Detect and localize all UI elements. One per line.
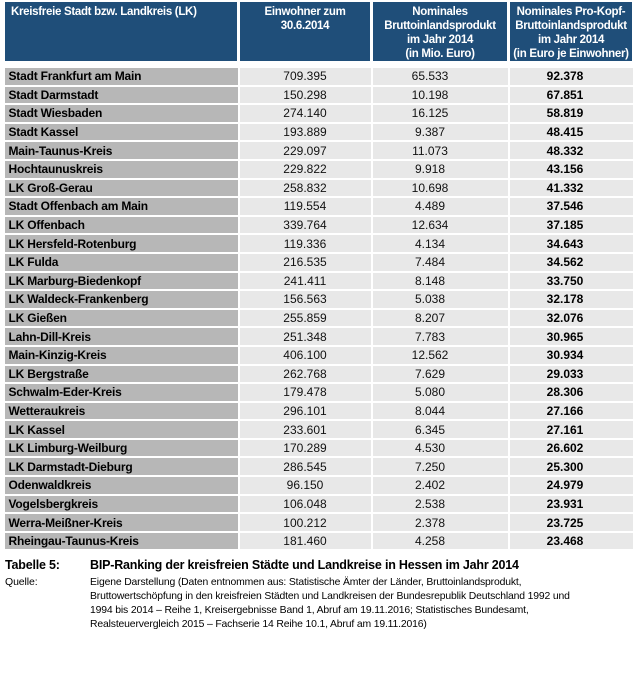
source-label: Quelle: xyxy=(5,576,38,589)
bip-pro-kopf-cell: 27.161 xyxy=(509,420,634,439)
source-line: 1994 bis 2014 – Reihe 1, Kreisergebnisse Band 1, Abruf am 19.11.2016; Statistisches Bundesamt, xyxy=(90,605,529,617)
table-row xyxy=(4,65,634,86)
region-name-cell: LK Darmstadt-Dieburg xyxy=(4,457,239,476)
einwohner-cell: 709.395 xyxy=(239,65,372,86)
einwohner-cell: 100.212 xyxy=(239,513,372,532)
bip-pro-kopf-cell: 41.332 xyxy=(509,179,634,198)
region-name-cell: LK Fulda xyxy=(4,253,239,272)
bip-cell: 10.698 xyxy=(372,179,509,198)
einwohner-cell: 106.048 xyxy=(239,495,372,514)
table-row xyxy=(4,532,634,551)
header-bip-pro-kopf-line1: Nominales Pro-Kopf- xyxy=(516,6,626,18)
bip-cell: 2.378 xyxy=(372,513,509,532)
table-row xyxy=(4,272,634,291)
table-row xyxy=(4,513,634,532)
header-bip-line4: (in Mio. Euro) xyxy=(405,48,475,60)
table-row xyxy=(4,402,634,421)
bip-pro-kopf-cell: 25.300 xyxy=(509,457,634,476)
bip-pro-kopf-cell: 32.076 xyxy=(509,309,634,328)
header-bip-pro-kopf xyxy=(509,2,634,65)
einwohner-cell: 150.298 xyxy=(239,86,372,105)
table-row xyxy=(4,327,634,346)
bip-pro-kopf-cell: 48.415 xyxy=(509,123,634,142)
bip-pro-kopf-cell: 37.546 xyxy=(509,197,634,216)
table-row xyxy=(4,253,634,272)
bip-pro-kopf-cell: 34.562 xyxy=(509,253,634,272)
bip-pro-kopf-cell: 34.643 xyxy=(509,234,634,253)
bip-pro-kopf-cell: 37.185 xyxy=(509,216,634,235)
table-row xyxy=(4,86,634,105)
bip-cell: 8.207 xyxy=(372,309,509,328)
table-number-label: Tabelle 5: xyxy=(5,558,60,573)
bip-pro-kopf-cell: 30.934 xyxy=(509,346,634,365)
bip-cell: 2.538 xyxy=(372,495,509,514)
einwohner-cell: 119.336 xyxy=(239,234,372,253)
einwohner-cell: 156.563 xyxy=(239,290,372,309)
table-row xyxy=(4,216,634,235)
bip-pro-kopf-cell: 26.602 xyxy=(509,439,634,458)
header-bip-pro-kopf-line3: im Jahr 2014 xyxy=(537,34,605,46)
region-name-cell: Vogelsbergkreis xyxy=(4,495,239,514)
table-body xyxy=(4,65,634,551)
bip-cell: 16.125 xyxy=(372,104,509,123)
bip-pro-kopf-cell: 23.931 xyxy=(509,495,634,514)
table-row xyxy=(4,141,634,160)
einwohner-cell: 258.832 xyxy=(239,179,372,198)
table-header-row xyxy=(4,2,634,65)
region-name-cell: Stadt Darmstadt xyxy=(4,86,239,105)
region-name-cell: LK Bergstraße xyxy=(4,365,239,384)
bip-pro-kopf-cell: 43.156 xyxy=(509,160,634,179)
einwohner-cell: 241.411 xyxy=(239,272,372,291)
einwohner-cell: 181.460 xyxy=(239,532,372,551)
table-row xyxy=(4,309,634,328)
region-name-cell: Stadt Kassel xyxy=(4,123,239,142)
table-row xyxy=(4,476,634,495)
bip-cell: 7.629 xyxy=(372,365,509,384)
header-bip-line1: Nominales xyxy=(412,6,468,18)
einwohner-cell: 216.535 xyxy=(239,253,372,272)
bip-cell: 5.080 xyxy=(372,383,509,402)
region-name-cell: Stadt Offenbach am Main xyxy=(4,197,239,216)
region-name-cell: Stadt Wiesbaden xyxy=(4,104,239,123)
bip-cell: 7.250 xyxy=(372,457,509,476)
region-name-cell: LK Groß-Gerau xyxy=(4,179,239,198)
header-bip-line2: Bruttoinlandsprodukt xyxy=(384,20,496,32)
table-row xyxy=(4,104,634,123)
einwohner-cell: 233.601 xyxy=(239,420,372,439)
bip-cell: 9.387 xyxy=(372,123,509,142)
einwohner-cell: 296.101 xyxy=(239,402,372,421)
bip-cell: 9.918 xyxy=(372,160,509,179)
bip-pro-kopf-cell: 48.332 xyxy=(509,141,634,160)
table-row xyxy=(4,290,634,309)
bip-cell: 4.530 xyxy=(372,439,509,458)
einwohner-cell: 229.097 xyxy=(239,141,372,160)
region-name-cell: LK Hersfeld-Rotenburg xyxy=(4,234,239,253)
bip-pro-kopf-cell: 28.306 xyxy=(509,383,634,402)
source-line: Bruttowertschöpfung in den kreisfreien Städten und Landkreisen der Bundesrepublik Deutschland 1992 und xyxy=(90,591,570,603)
einwohner-cell: 96.150 xyxy=(239,476,372,495)
table-row xyxy=(4,365,634,384)
bip-cell: 4.258 xyxy=(372,532,509,551)
bip-cell: 10.198 xyxy=(372,86,509,105)
bip-ranking-table xyxy=(2,2,634,551)
table-row xyxy=(4,123,634,142)
einwohner-cell: 170.289 xyxy=(239,439,372,458)
bip-cell: 4.134 xyxy=(372,234,509,253)
table-row xyxy=(4,160,634,179)
header-einwohner-line2: 30.6.2014 xyxy=(280,20,330,32)
table-row xyxy=(4,179,634,198)
bip-cell: 2.402 xyxy=(372,476,509,495)
table-row xyxy=(4,346,634,365)
table-footer xyxy=(2,558,632,632)
header-einwohner-line1: Einwohner zum xyxy=(264,6,346,18)
header-einwohner xyxy=(239,2,372,65)
bip-cell: 12.634 xyxy=(372,216,509,235)
region-name-cell: Werra-Meißner-Kreis xyxy=(4,513,239,532)
einwohner-cell: 179.478 xyxy=(239,383,372,402)
region-name-cell: Main-Taunus-Kreis xyxy=(4,141,239,160)
bip-pro-kopf-cell: 58.819 xyxy=(509,104,634,123)
einwohner-cell: 262.768 xyxy=(239,365,372,384)
einwohner-cell: 193.889 xyxy=(239,123,372,142)
region-name-cell: Schwalm-Eder-Kreis xyxy=(4,383,239,402)
header-region-line: Kreisfreie Stadt bzw. Landkreis (LK) xyxy=(11,6,197,18)
bip-pro-kopf-cell: 67.851 xyxy=(509,86,634,105)
bip-cell: 12.562 xyxy=(372,346,509,365)
region-name-cell: LK Kassel xyxy=(4,420,239,439)
region-name-cell: Rheingau-Taunus-Kreis xyxy=(4,532,239,551)
region-name-cell: Main-Kinzig-Kreis xyxy=(4,346,239,365)
region-name-cell: LK Waldeck-Frankenberg xyxy=(4,290,239,309)
caption-row xyxy=(5,558,632,572)
table-row xyxy=(4,234,634,253)
region-name-cell: Hochtaunuskreis xyxy=(4,160,239,179)
table-row xyxy=(4,420,634,439)
region-name-cell: Wetteraukreis xyxy=(4,402,239,421)
table-row xyxy=(4,439,634,458)
einwohner-cell: 119.554 xyxy=(239,197,372,216)
table-row xyxy=(4,383,634,402)
region-name-cell: Lahn-Dill-Kreis xyxy=(4,327,239,346)
region-name-cell: LK Marburg-Biedenkopf xyxy=(4,272,239,291)
bip-pro-kopf-cell: 30.965 xyxy=(509,327,634,346)
bip-pro-kopf-cell: 29.033 xyxy=(509,365,634,384)
table-row xyxy=(4,495,634,514)
bip-cell: 7.484 xyxy=(372,253,509,272)
header-region xyxy=(4,2,239,65)
source-line: Realsteuervergleich 2015 – Fachserie 14 Reihe 10.1, Abruf am 19.11.2016) xyxy=(90,619,427,631)
bip-cell: 11.073 xyxy=(372,141,509,160)
bip-cell: 5.038 xyxy=(372,290,509,309)
header-bip-line3: im Jahr 2014 xyxy=(406,34,474,46)
einwohner-cell: 229.822 xyxy=(239,160,372,179)
region-name-cell: LK Offenbach xyxy=(4,216,239,235)
header-bip-pro-kopf-line4: (in Euro je Einwohner) xyxy=(513,48,629,60)
bip-cell: 8.044 xyxy=(372,402,509,421)
source-line: Eigene Darstellung (Daten entnommen aus: Statistische Ämter der Länder, Bruttoinlandsprodukt, xyxy=(90,577,522,589)
einwohner-cell: 274.140 xyxy=(239,104,372,123)
bip-pro-kopf-cell: 27.166 xyxy=(509,402,634,421)
bip-pro-kopf-cell: 23.725 xyxy=(509,513,634,532)
bip-pro-kopf-cell: 32.178 xyxy=(509,290,634,309)
bip-cell: 7.783 xyxy=(372,327,509,346)
table-row xyxy=(4,197,634,216)
einwohner-cell: 339.764 xyxy=(239,216,372,235)
bip-cell: 8.148 xyxy=(372,272,509,291)
header-bip xyxy=(372,2,509,65)
table-row xyxy=(4,457,634,476)
region-name-cell: Odenwaldkreis xyxy=(4,476,239,495)
region-name-cell: LK Limburg-Weilburg xyxy=(4,439,239,458)
source-row xyxy=(5,576,632,632)
bip-pro-kopf-cell: 33.750 xyxy=(509,272,634,291)
bip-cell: 6.345 xyxy=(372,420,509,439)
einwohner-cell: 286.545 xyxy=(239,457,372,476)
header-bip-pro-kopf-line2: Bruttoinlandsprodukt xyxy=(515,20,627,32)
einwohner-cell: 406.100 xyxy=(239,346,372,365)
bip-pro-kopf-cell: 24.979 xyxy=(509,476,634,495)
bip-cell: 65.533 xyxy=(372,65,509,86)
bip-pro-kopf-cell: 92.378 xyxy=(509,65,634,86)
region-name-cell: LK Gießen xyxy=(4,309,239,328)
region-name-cell: Stadt Frankfurt am Main xyxy=(4,65,239,86)
source-text xyxy=(90,576,570,632)
bip-cell: 4.489 xyxy=(372,197,509,216)
einwohner-cell: 251.348 xyxy=(239,327,372,346)
einwohner-cell: 255.859 xyxy=(239,309,372,328)
table-caption: BIP-Ranking der kreisfreien Städte und Landkreise in Hessen im Jahr 2014 xyxy=(90,558,519,573)
bip-pro-kopf-cell: 23.468 xyxy=(509,532,634,551)
